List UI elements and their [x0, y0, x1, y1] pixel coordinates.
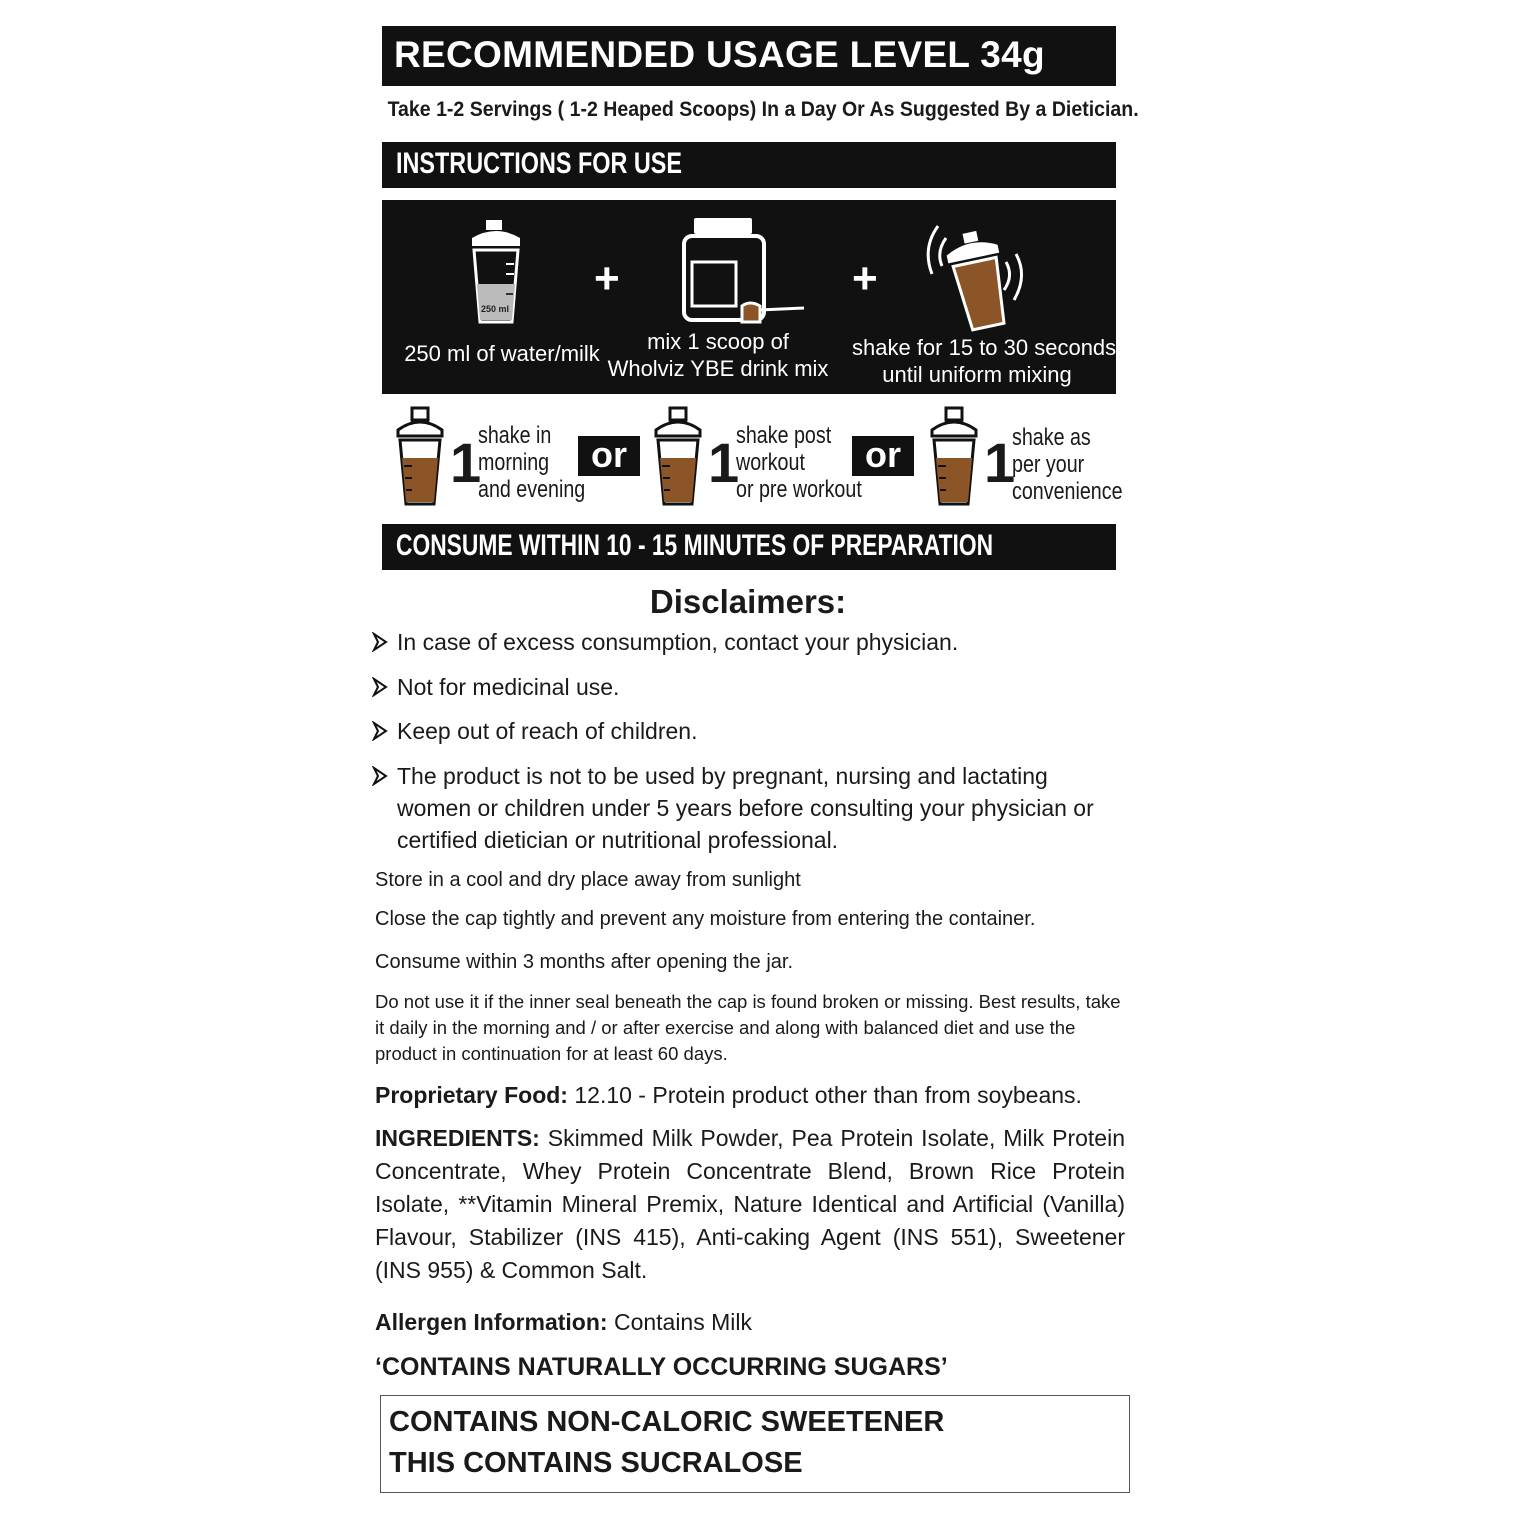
or-badge-2: or [852, 436, 914, 476]
serving-3-line3: convenience [1012, 478, 1123, 505]
arrowhead-bullet-icon [372, 632, 388, 652]
serving-1-text [478, 422, 585, 503]
plus-sign-1: + [594, 254, 620, 303]
chocolate-shaker-icon [394, 406, 446, 506]
serving-3-text [1012, 424, 1123, 505]
serving-2-text [736, 422, 862, 503]
usage-notes: Do not use it if the inner seal beneath the cap is found broken or missing. Best results, take it daily in the morning and / or after exercise and along with balanced diet and use the product in continuation for at least 60 days. [375, 991, 1121, 1064]
storage-line-2: Close the cap tightly and prevent any moisture from entering the container. [375, 908, 1036, 930]
sweetener-notice-box [380, 1395, 1130, 1493]
disclaimers-title: Disclaimers: [649, 583, 847, 620]
serving-options-row [382, 402, 1123, 512]
proprietary-label: Proprietary Food: [375, 1082, 568, 1108]
disclaimer-text: Keep out of reach of children. [397, 718, 698, 744]
sweetener-line-2: THIS CONTAINS SUCRALOSE [389, 1447, 803, 1479]
step-3-line1: shake for 15 to 30 seconds [852, 335, 1117, 360]
serving-1-count: 1 [450, 431, 482, 494]
usage-title: RECOMMENDED USAGE LEVEL 34g [382, 26, 1116, 86]
serving-3-line1: shake as [1012, 424, 1091, 451]
step-1-caption [402, 340, 602, 367]
shaker-volume-label: 250 ml [480, 304, 510, 314]
proprietary-food [375, 1079, 1125, 1112]
step-2-line1: mix 1 scoop of [647, 329, 789, 354]
sweetener-line-1: CONTAINS NON-CALORIC SWEETENER [389, 1406, 945, 1438]
chocolate-shaker-icon [652, 406, 704, 506]
step-3-caption [852, 334, 1117, 388]
allergen-label: Allergen Information: [375, 1309, 608, 1335]
instructions-title [382, 142, 1116, 188]
ingredients-label: INGREDIENTS: [375, 1125, 540, 1151]
jar-with-scoop-icon [680, 216, 812, 330]
allergen-value: Contains Milk [607, 1309, 752, 1335]
step-2-caption [600, 328, 836, 382]
serving-1-line3: and evening [478, 476, 586, 503]
disclaimer-text: The product is not to be used by pregnant, nursing and lactating women or children under 5 years before consulting your physician or certified dietician or nutritional professional. [397, 763, 1094, 853]
serving-3-line2: per your [1012, 451, 1085, 478]
serving-2-line1: shake post [736, 422, 832, 449]
ingredients [375, 1122, 1125, 1287]
serving-1-line1: shake in [478, 422, 552, 449]
disclaimer-text: Not for medicinal use. [397, 674, 620, 700]
shaking-shaker-icon [918, 214, 1034, 332]
plus-sign-2: + [852, 254, 878, 303]
usage-subtitle: Take 1-2 Servings ( 1-2 Heaped Scoops) In a Day Or As Suggested By a Dietician. [387, 98, 1139, 121]
instructions-title-text: INSTRUCTIONS FOR USE [396, 147, 683, 180]
consume-within-banner [382, 524, 1116, 570]
serving-2-line2: workout [736, 449, 805, 476]
step-3-line2: until uniform mixing [882, 362, 1072, 387]
ingredients-value: Skimmed Milk Powder, Pea Protein Isolate, Milk Protein Concentrate, Whey Protein Concentrate Blend, Brown Rice Protein Isolate, **Vitamin Mineral Premix, Nature Identical and Artificial (Vanilla) Flavour, Stabilizer (INS 415), Anti-caking Agent (INS 551), Sweetener (INS 955) & Common Salt. [375, 1125, 1125, 1283]
disclaimer-text: In case of excess consumption, contact your physician. [397, 629, 959, 655]
proprietary-value: 12.10 - Protein product other than from soybeans. [567, 1082, 1082, 1108]
instructions-steps-panel [382, 200, 1116, 394]
consume-within-text: CONSUME WITHIN 10 - 15 MINUTES OF PREPARATION [396, 529, 994, 562]
storage-line-3: Consume within 3 months after opening the jar. [375, 951, 794, 973]
arrowhead-bullet-icon [372, 766, 388, 786]
arrowhead-bullet-icon [372, 677, 388, 697]
arrowhead-bullet-icon [372, 721, 388, 741]
sugars-notice: ‘CONTAINS NATURALLY OCCURRING SUGARS’ [375, 1353, 948, 1381]
step-1-line1: 250 ml of water/milk [404, 341, 600, 366]
chocolate-shaker-icon [928, 406, 980, 506]
serving-2-count: 1 [708, 431, 740, 494]
serving-3-count: 1 [984, 431, 1016, 494]
or-badge-1: or [578, 436, 640, 476]
serving-1-line2: morning [478, 449, 550, 476]
allergen-information [375, 1306, 1125, 1339]
storage-line-1: Store in a cool and dry place away from sunlight [375, 869, 801, 891]
step-2-line2: Wholviz YBE drink mix [607, 356, 829, 381]
serving-2-line3: or pre workout [736, 476, 862, 503]
shaker-icon [466, 218, 526, 326]
